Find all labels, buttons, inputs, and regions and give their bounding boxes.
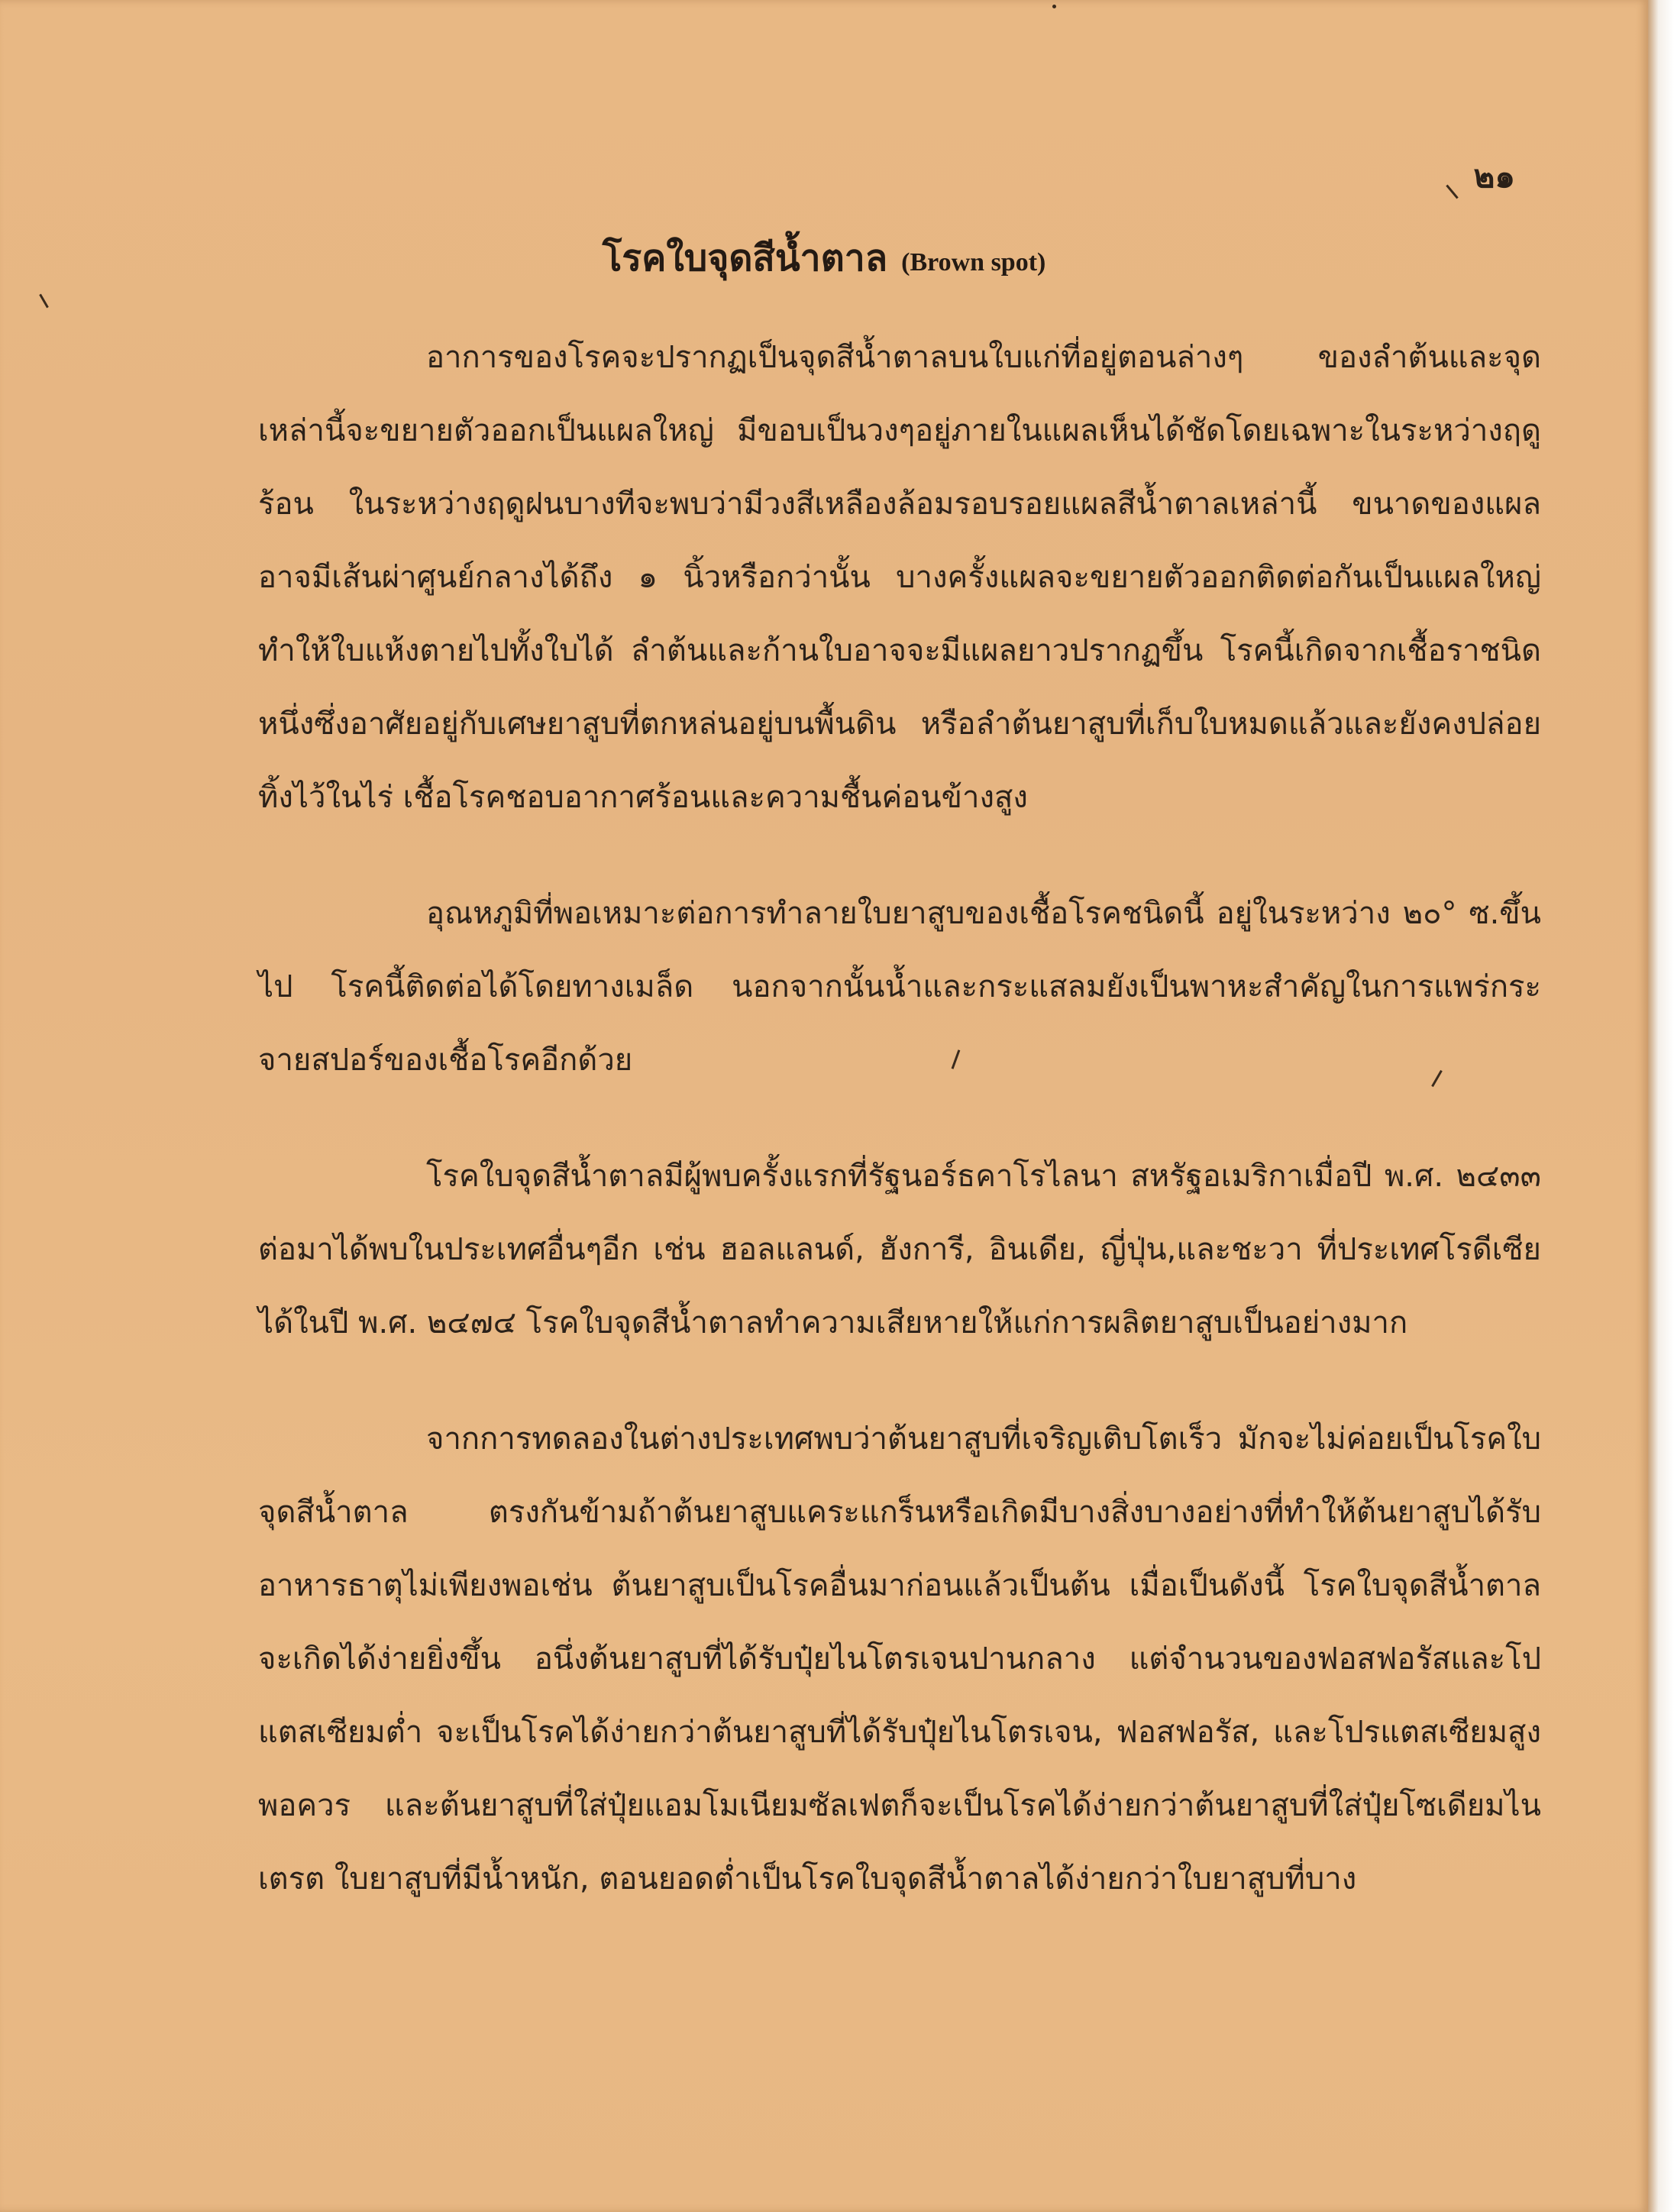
page-edge xyxy=(1648,0,1674,2212)
paper-speck xyxy=(1052,5,1056,8)
paragraph: จากการทดลองในต่างประเทศพบว่าต้นยาสูบที่เจริญเติบโตเร็ว มักจะไม่ค่อยเป็นโรคใบจุดสีน้ำตาล ตรงกันข้ามถ้าต้นยาสูบแคระแกร็นหรือเกิดมีบางสิ่งบางอย่างที่ทำให้ต้นยาสูบได้รับอาหารธาตุไม่เพียงพอเช่น ต้นยาสูบเป็นโรคอื่นมาก่อนแล้วเป็นต้น เมื่อเป็นดังนี้ โรคใบจุดสีน้ำตาลจะเกิดได้ง่ายยิ่งขึ้น อนึ่งต้นยาสูบที่ได้รับปุ๋ยไนโตรเจนปานกลาง แต่จำนวนของฟอสฟอรัสและโปแตสเซียมต่ำ จะเป็นโรคได้ง่ายกว่าต้นยาสูบที่ได้รับปุ๋ยไนโตรเจน, ฟอสฟอรัส, และโปรแตสเซียมสูงพอควร และต้นยาสูบที่ใส่ปุ๋ยแอมโมเนียมซัลเฟตก็จะเป็นโรคได้ง่ายกว่าต้นยาสูบที่ใส่ปุ๋ยโซเดียมไนเตรต ใบยาสูบที่มีน้ำหนัก, ตอนยอดต่ำเป็นโรคใบจุดสีน้ำตาลได้ง่ายกว่าใบยาสูบที่บาง xyxy=(258,1421,1541,1897)
paper-speck xyxy=(39,294,49,309)
body-text xyxy=(258,321,1541,1916)
paragraph: โรคใบจุดสีน้ำตาลมีผู้พบครั้งแรกที่รัฐนอร์ธคาโรไลนา สหรัฐอเมริกาเมื่อปี พ.ศ. ๒๔๓๓ ต่อมาได้พบในประเทศอื่นๆอีก เช่น ฮอลแลนด์, ฮังการี, อินเดีย, ญี่ปุ่น,และชะวา ที่ประเทศโรดีเซียได้ในปี พ.ศ. ๒๔๗๔ โรคใบจุดสีน้ำตาลทำความเสียหายให้แก่การผลิตยาสูบเป็นอย่างมาก xyxy=(258,1159,1541,1340)
paragraph: อุณหภูมิที่พอเหมาะต่อการทำลายใบยาสูบของเชื้อโรคชนิดนี้ อยู่ในระหว่าง ๒๐° ซ.ขึ้นไป โรคนี้ติดต่อได้โดยทางเมล็ด นอกจากนั้นน้ำและกระแสลมยังเป็นพาหะสำคัญในการแพร่กระจายสปอร์ของเชื้อโรคอีกด้วย xyxy=(258,896,1541,1078)
title-thai: โรคใบจุดสีน้ำตาล xyxy=(602,237,888,280)
page-number: ๒๑ xyxy=(1473,157,1515,195)
paper-speck xyxy=(1446,185,1458,199)
title-english: (Brown spot) xyxy=(901,248,1046,276)
paragraph: อาการของโรคจะปรากฏเป็นจุดสีน้ำตาลบนใบแก่ที่อยู่ตอนล่างๆ ของลำต้นและจุดเหล่านี้จะขยายตัวออกเป็นแผลใหญ่ มีขอบเป็นวงๆอยู่ภายในแผลเห็นได้ชัดโดยเฉพาะในระหว่างฤดูร้อน ในระหว่างฤดูฝนบางทีจะพบว่ามีวงสีเหลืองล้อมรอบรอยแผลสีน้ำตาลเหล่านี้ ขนาดของแผลอาจมีเส้นผ่าศูนย์กลางได้ถึง ๑ นิ้วหรือกว่านั้น บางครั้งแผลจะขยายตัวออกติดต่อกันเป็นแผลใหญ่ทำให้ใบแห้งตายไปทั้งใบได้ ลำต้นและก้านใบอาจจะมีแผลยาวปรากฏขึ้น โรคนี้เกิดจากเชื้อราชนิดหนึ่งซึ่งอาศัยอยู่กับเศษยาสูบที่ตกหล่นอยู่บนพื้นดิน หรือลำต้นยาสูบที่เก็บใบหมดแล้วและยังคงปล่อยทิ้งไว้ในไร่ เชื้อโรคชอบอากาศร้อนและความชื้นค่อนข้างสูง xyxy=(258,340,1541,815)
page-title xyxy=(0,229,1648,287)
